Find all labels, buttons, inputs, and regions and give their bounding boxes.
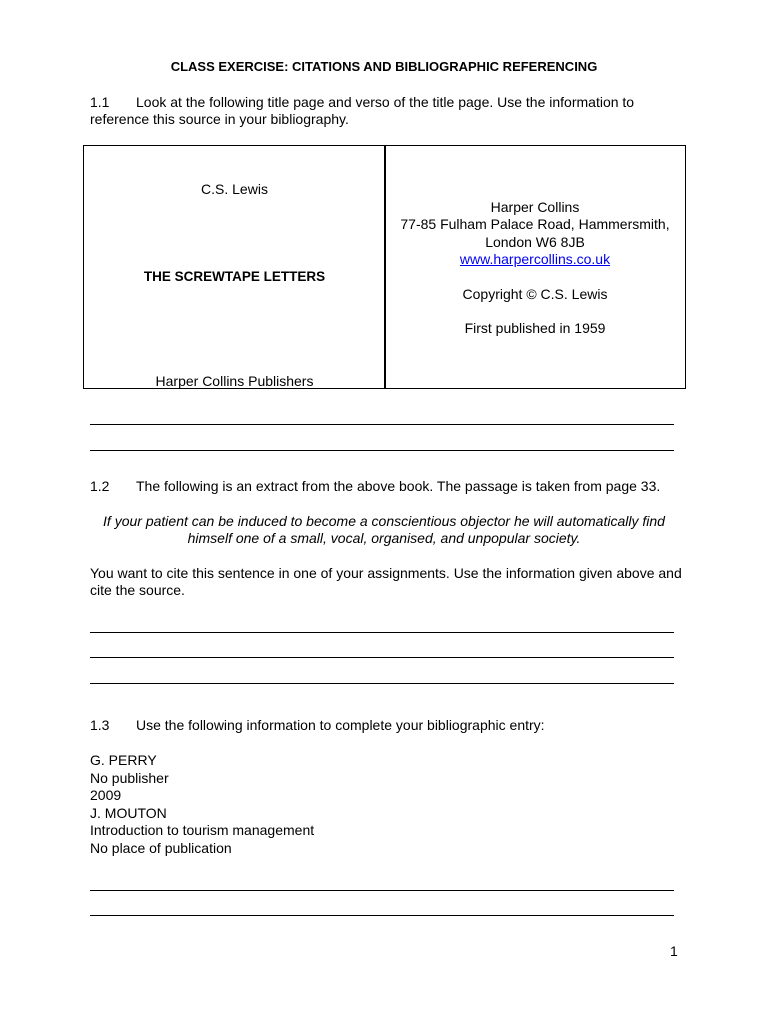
answer-line[interactable] (90, 657, 674, 658)
verso-first-published: First published in 1959 (464, 320, 606, 336)
answer-line[interactable] (90, 683, 674, 684)
info-item: No publisher (90, 770, 169, 786)
verso-publisher: Harper Collins (490, 199, 580, 215)
title-page-publisher: Harper Collins Publishers (155, 373, 314, 389)
answer-line[interactable] (90, 890, 674, 891)
page-title: CLASS EXERCISE: CITATIONS AND BIBLIOGRAPHIC REFERENCING (170, 59, 598, 74)
info-item: J. MOUTON (90, 805, 167, 821)
title-page-author: C.S. Lewis (201, 181, 268, 197)
question-1-1-text-line2: reference this source in your bibliography. (90, 111, 349, 127)
question-number-1-3: 1.3 (90, 717, 110, 733)
verso-website-row (384, 251, 686, 269)
info-item: G. PERRY (90, 752, 157, 768)
question-1-1-text-line1: Look at the following title page and verso of the title page. Use the information to (136, 94, 635, 110)
title-page-book-title: THE SCREWTAPE LETTERS (143, 269, 326, 284)
answer-line[interactable] (90, 632, 674, 633)
verso-copyright: Copyright © C.S. Lewis (462, 286, 608, 302)
verso-address-line2: London W6 8JB (485, 234, 585, 250)
answer-line[interactable] (90, 915, 674, 916)
info-item: 2009 (90, 787, 122, 803)
publisher-website-link[interactable]: www.harpercollins.co.uk (459, 251, 611, 267)
question-1-2-instruction-line1: You want to cite this sentence in one of your assignments. Use the information given above and (90, 565, 682, 581)
answer-line[interactable] (90, 424, 674, 425)
quote-line1: If your patient can be induced to become a conscientious objector he will automatically find (103, 513, 665, 529)
info-item: No place of publication (90, 840, 232, 856)
page-number: 1 (670, 943, 678, 959)
question-number-1-2: 1.2 (90, 478, 110, 494)
verso-address-line1: 77-85 Fulham Palace Road, Hammersmith, (400, 216, 670, 232)
question-1-3-text: Use the following information to complete your bibliographic entry: (136, 717, 545, 733)
question-1-2-instruction-line2: cite the source. (90, 582, 185, 598)
info-item: Introduction to tourism management (90, 822, 315, 838)
quote-line2: himself one of a small, vocal, organised, and unpopular society. (187, 530, 581, 546)
answer-line[interactable] (90, 450, 674, 451)
question-number-1-1: 1.1 (90, 94, 110, 110)
question-1-2-text: The following is an extract from the above book. The passage is taken from page 33. (136, 478, 661, 494)
